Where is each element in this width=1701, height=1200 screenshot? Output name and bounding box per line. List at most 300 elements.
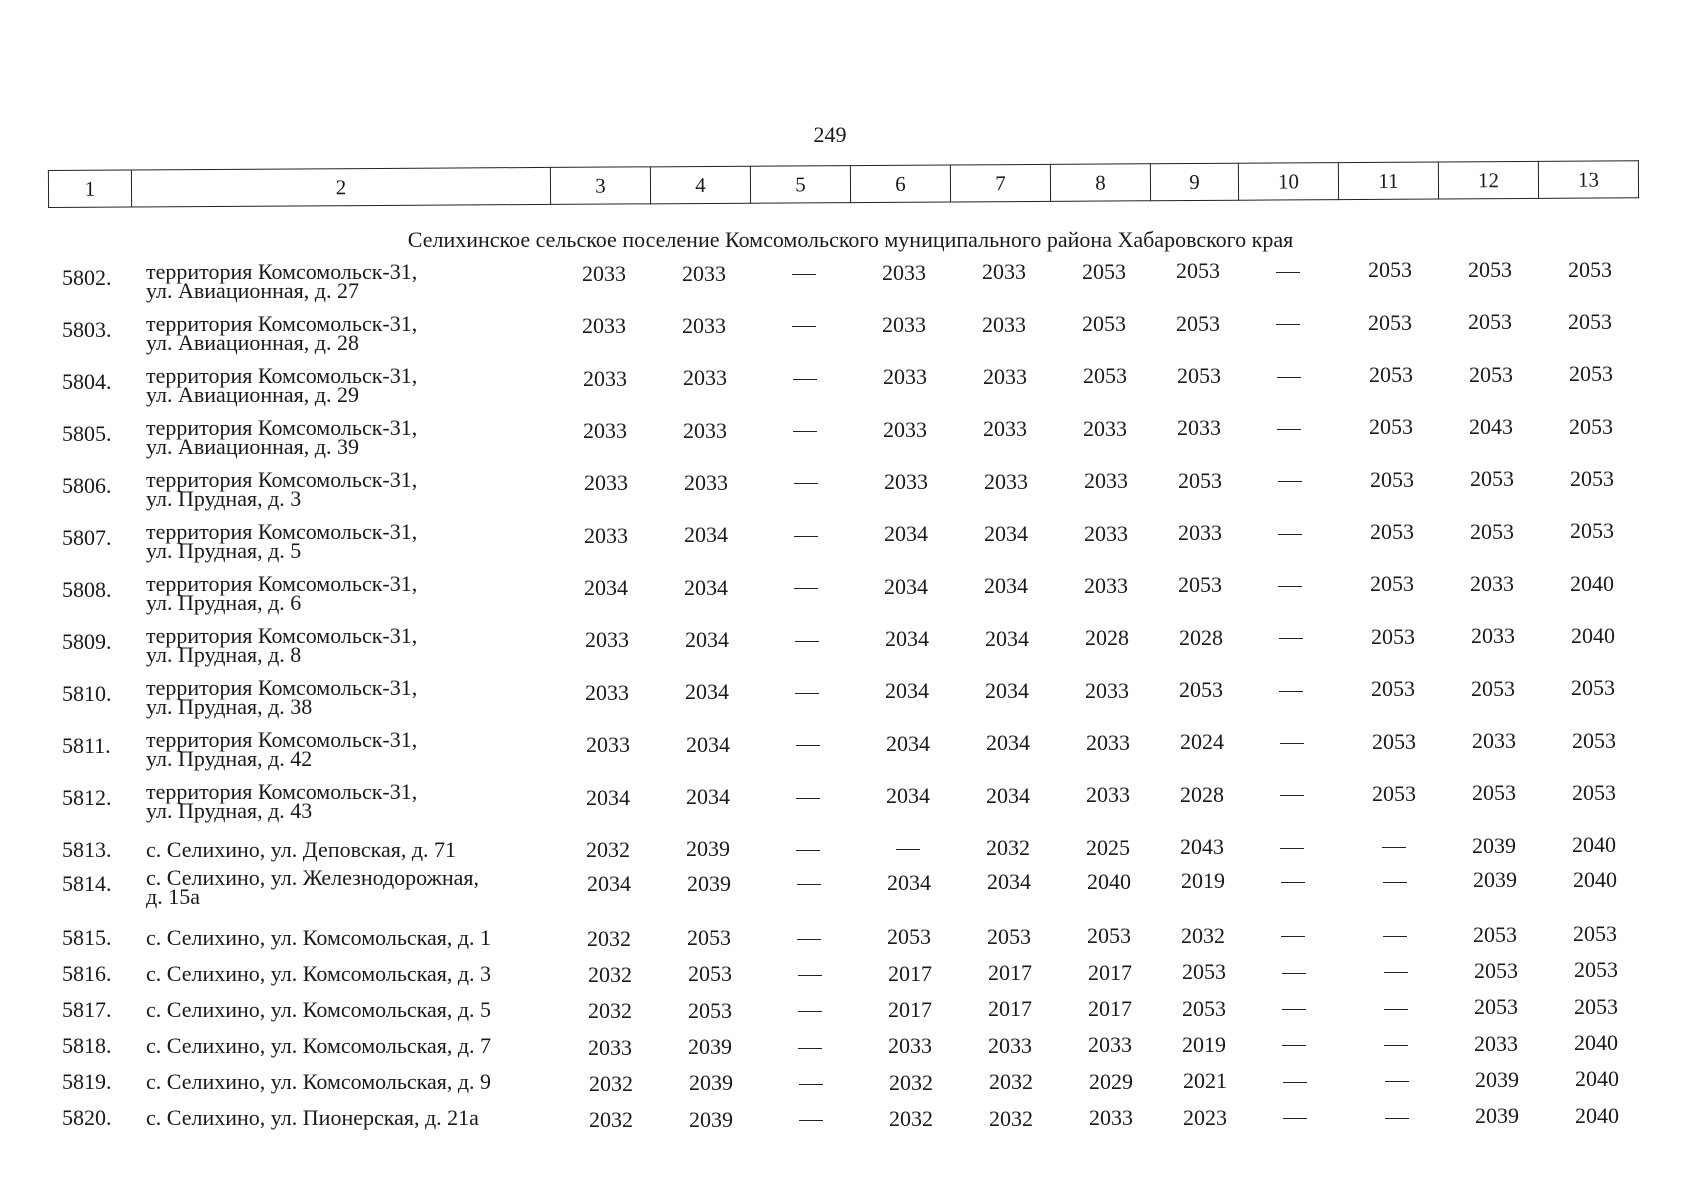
cell-col-13: 2053 xyxy=(1570,518,1614,543)
cell-col-13: 2040 xyxy=(1575,1103,1619,1128)
cell-col-7: 2032 xyxy=(989,1069,1033,1094)
cell-col-8: 2029 xyxy=(1089,1069,1133,1094)
cell-col-8: 2025 xyxy=(1086,835,1130,860)
dash-mark xyxy=(799,1084,823,1085)
cell-col-13: 2053 xyxy=(1568,257,1612,282)
cell-col-7: 2034 xyxy=(987,869,1031,894)
section-title: Селихинское сельское поселение Комсомольского муниципального района Хабаровского края xyxy=(407,227,1294,252)
cell-col-9: 2053 xyxy=(1177,363,1221,388)
cell-col-11 xyxy=(1349,836,1439,856)
header-cell-1: 1 xyxy=(48,170,131,208)
cell-col-5 xyxy=(760,420,850,440)
address-line: ул. Прудная, д. 8 xyxy=(146,642,302,667)
dash-mark xyxy=(1384,1009,1408,1010)
address xyxy=(146,311,418,355)
address xyxy=(146,925,492,950)
address-line: территория Комсомольск-31, xyxy=(146,779,418,804)
cell-col-7: 2017 xyxy=(988,960,1032,985)
cell-col-11: 2053 xyxy=(1369,362,1413,387)
cell-col-5 xyxy=(762,682,852,702)
cell-col-7: 2033 xyxy=(982,312,1026,337)
cell-col-8: 2028 xyxy=(1085,625,1129,650)
cell-col-3: 2034 xyxy=(584,575,628,600)
cell-col-10 xyxy=(1249,998,1339,1018)
cell-col-11 xyxy=(1352,1070,1442,1090)
cell-col-5 xyxy=(763,787,853,807)
row-number: 5803. xyxy=(62,317,112,342)
cell-col-11 xyxy=(1351,1034,1441,1054)
cell-col-9: 2028 xyxy=(1179,625,1223,650)
cell-col-11: 2053 xyxy=(1370,519,1414,544)
cell-col-4: 2033 xyxy=(683,418,727,443)
cell-col-9: 2053 xyxy=(1179,677,1223,702)
cell-col-4: 2034 xyxy=(684,575,728,600)
address-line: с. Селихино, ул. Железнодорожная, xyxy=(146,865,479,890)
address xyxy=(146,997,492,1022)
cell-col-7: 2034 xyxy=(986,783,1030,808)
row-number: 5812. xyxy=(62,785,112,810)
cell-col-7: 2033 xyxy=(983,416,1027,441)
cell-col-9: 2043 xyxy=(1180,834,1224,859)
address-line: ул. Авиационная, д. 29 xyxy=(146,382,359,407)
cell-col-9: 2033 xyxy=(1178,520,1222,545)
cell-col-4: 2053 xyxy=(688,961,732,986)
cell-col-6: 2032 xyxy=(889,1106,933,1131)
address-line: с. Селихино, ул. Комсомольская, д. 9 xyxy=(146,1069,492,1094)
cell-col-3: 2033 xyxy=(588,1035,632,1060)
cell-col-10 xyxy=(1250,1107,1340,1127)
cell-col-13: 2053 xyxy=(1569,414,1613,439)
cell-col-13: 2053 xyxy=(1571,675,1615,700)
cell-col-3: 2032 xyxy=(586,837,630,862)
cell-col-10 xyxy=(1249,962,1339,982)
cell-col-8: 2053 xyxy=(1083,363,1127,388)
cell-col-13: 2053 xyxy=(1572,780,1616,805)
cell-col-7: 2033 xyxy=(982,259,1026,284)
cell-col-3: 2033 xyxy=(585,680,629,705)
dash-mark xyxy=(795,641,819,642)
cell-col-8: 2053 xyxy=(1082,259,1126,284)
cell-col-13: 2040 xyxy=(1571,623,1615,648)
cell-col-4: 2034 xyxy=(686,784,730,809)
dash-mark xyxy=(1383,936,1407,937)
address-line: ул. Прудная, д. 5 xyxy=(146,538,302,563)
cell-col-3: 2033 xyxy=(583,366,627,391)
address-line: ул. Прудная, д. 42 xyxy=(146,746,313,771)
address-line: ул. Авиационная, д. 27 xyxy=(146,278,359,303)
row-number: 5817. xyxy=(62,997,112,1022)
cell-col-13: 2053 xyxy=(1568,309,1612,334)
address xyxy=(146,519,418,563)
cell-col-12: 2053 xyxy=(1470,519,1514,544)
dash-mark xyxy=(792,274,816,275)
cell-col-5 xyxy=(764,928,854,948)
cell-col-9: 2053 xyxy=(1178,572,1222,597)
cell-col-5 xyxy=(761,525,851,545)
address-line: с. Селихино, ул. Комсомольская, д. 3 xyxy=(146,961,492,986)
cell-col-9: 2053 xyxy=(1182,996,1226,1021)
dash-mark xyxy=(1382,847,1406,848)
cell-col-10 xyxy=(1249,1034,1339,1054)
cell-col-9: 2021 xyxy=(1183,1068,1227,1093)
header-cell-5: 5 xyxy=(750,166,850,204)
cell-col-6: 2053 xyxy=(887,924,931,949)
cell-col-12: 2053 xyxy=(1473,922,1517,947)
dash-mark xyxy=(795,693,819,694)
address xyxy=(146,467,418,511)
cell-col-3: 2033 xyxy=(582,313,626,338)
cell-col-5 xyxy=(766,1073,856,1093)
cell-col-10 xyxy=(1248,871,1338,891)
cell-col-12: 2053 xyxy=(1470,466,1514,491)
cell-col-8: 2033 xyxy=(1086,730,1130,755)
cell-col-13: 2040 xyxy=(1570,571,1614,596)
cell-col-5 xyxy=(765,964,855,984)
cell-col-13: 2053 xyxy=(1574,957,1618,982)
cell-col-8: 2033 xyxy=(1083,416,1127,441)
cell-col-9: 2019 xyxy=(1181,868,1225,893)
cell-col-4: 2033 xyxy=(683,365,727,390)
cell-col-3: 2033 xyxy=(585,627,629,652)
cell-col-6: 2034 xyxy=(885,626,929,651)
address-line: ул. Авиационная, д. 39 xyxy=(146,434,359,459)
address xyxy=(146,363,418,407)
cell-col-8: 2033 xyxy=(1089,1105,1133,1130)
cell-col-11: 2053 xyxy=(1371,676,1415,701)
cell-col-12: 2033 xyxy=(1474,1031,1518,1056)
header-cell-8: 8 xyxy=(1050,164,1150,202)
cell-col-7: 2032 xyxy=(989,1106,1033,1131)
cell-col-3: 2033 xyxy=(584,470,628,495)
dash-mark xyxy=(797,884,821,885)
dash-mark xyxy=(1283,1118,1307,1119)
cell-col-6: 2033 xyxy=(888,1033,932,1058)
dash-mark xyxy=(1283,1082,1307,1083)
cell-col-13: 2053 xyxy=(1570,466,1614,491)
cell-col-4: 2033 xyxy=(684,470,728,495)
cell-col-6: 2034 xyxy=(884,521,928,546)
cell-col-8: 2053 xyxy=(1082,311,1126,336)
cell-col-3: 2033 xyxy=(582,261,626,286)
address-line: с. Селихино, ул. Пионерская, д. 21а xyxy=(146,1105,479,1130)
address xyxy=(146,623,418,667)
dash-mark xyxy=(794,536,818,537)
cell-col-6: 2034 xyxy=(885,678,929,703)
cell-col-8: 2033 xyxy=(1084,468,1128,493)
dash-mark xyxy=(798,1048,822,1049)
cell-col-12: 2039 xyxy=(1475,1067,1519,1092)
cell-col-9: 2053 xyxy=(1176,258,1220,283)
cell-col-6: 2034 xyxy=(887,870,931,895)
cell-col-13: 2040 xyxy=(1575,1066,1619,1091)
cell-col-7: 2033 xyxy=(984,469,1028,494)
cell-col-6: 2033 xyxy=(884,469,928,494)
cell-col-4: 2034 xyxy=(685,627,729,652)
row-number: 5818. xyxy=(62,1033,112,1058)
cell-col-6: 2017 xyxy=(888,961,932,986)
cell-col-12: 2039 xyxy=(1473,867,1517,892)
cell-col-7: 2053 xyxy=(987,924,1031,949)
cell-col-8: 2033 xyxy=(1088,1032,1132,1057)
cell-col-9: 2028 xyxy=(1180,782,1224,807)
address-line: территория Комсомольск-31, xyxy=(146,675,418,700)
dash-mark xyxy=(1278,481,1302,482)
cell-col-5 xyxy=(762,630,852,650)
address-line: территория Комсомольск-31, xyxy=(146,519,418,544)
row-number: 5814. xyxy=(62,871,112,896)
cell-col-5 xyxy=(766,1109,856,1129)
header-cell-2: 2 xyxy=(131,167,550,207)
cell-col-12: 2053 xyxy=(1472,780,1516,805)
header-cell-11: 11 xyxy=(1338,162,1438,200)
cell-col-10 xyxy=(1243,313,1333,333)
cell-col-10 xyxy=(1246,680,1336,700)
cell-col-6 xyxy=(863,838,953,858)
cell-col-5 xyxy=(761,577,851,597)
cell-col-11: 2053 xyxy=(1370,571,1414,596)
cell-col-4: 2039 xyxy=(689,1107,733,1132)
cell-col-12: 2053 xyxy=(1468,309,1512,334)
row-number: 5820. xyxy=(62,1105,112,1130)
cell-col-11 xyxy=(1351,961,1441,981)
cell-col-10 xyxy=(1244,418,1334,438)
cell-col-4: 2039 xyxy=(689,1070,733,1095)
row-number: 5810. xyxy=(62,681,112,706)
cell-col-10 xyxy=(1245,523,1335,543)
dash-mark xyxy=(1385,1081,1409,1082)
cell-col-10 xyxy=(1245,575,1335,595)
address-line: территория Комсомольск-31, xyxy=(146,311,418,336)
cell-col-8: 2040 xyxy=(1087,869,1131,894)
address xyxy=(146,675,418,719)
cell-col-3: 2032 xyxy=(588,962,632,987)
address-line: ул. Прудная, д. 6 xyxy=(146,590,302,615)
cell-col-10 xyxy=(1250,1071,1340,1091)
cell-col-4: 2034 xyxy=(686,732,730,757)
cell-col-4: 2053 xyxy=(687,925,731,950)
header-cell-13: 13 xyxy=(1538,161,1638,199)
cell-col-6: 2033 xyxy=(883,417,927,442)
cell-col-8: 2033 xyxy=(1084,573,1128,598)
cell-col-5 xyxy=(765,1000,855,1020)
cell-col-8: 2033 xyxy=(1085,678,1129,703)
cell-col-13: 2053 xyxy=(1572,728,1616,753)
column-number-header xyxy=(48,160,1639,208)
cell-col-4: 2034 xyxy=(685,679,729,704)
row-number: 5808. xyxy=(62,577,112,602)
cell-col-12: 2053 xyxy=(1469,362,1513,387)
dash-mark xyxy=(797,939,821,940)
cell-col-3: 2032 xyxy=(588,998,632,1023)
dash-mark xyxy=(1276,324,1300,325)
cell-col-12: 2039 xyxy=(1475,1103,1519,1128)
cell-col-7: 2034 xyxy=(985,626,1029,651)
row-number: 5804. xyxy=(62,369,112,394)
header-cell-7: 7 xyxy=(950,164,1050,202)
dash-mark xyxy=(793,431,817,432)
cell-col-5 xyxy=(759,315,849,335)
row-number: 5807. xyxy=(62,525,112,550)
address xyxy=(146,1105,479,1130)
cell-col-8: 2033 xyxy=(1084,521,1128,546)
cell-col-12: 2033 xyxy=(1470,571,1514,596)
row-number: 5816. xyxy=(62,961,112,986)
cell-col-3: 2033 xyxy=(584,523,628,548)
cell-col-7: 2034 xyxy=(985,678,1029,703)
dash-mark xyxy=(1383,882,1407,883)
cell-col-7: 2033 xyxy=(988,1033,1032,1058)
cell-col-5 xyxy=(765,1037,855,1057)
cell-col-9: 2053 xyxy=(1182,959,1226,984)
dash-mark xyxy=(793,379,817,380)
cell-col-11: 2053 xyxy=(1372,729,1416,754)
dash-mark xyxy=(1282,1045,1306,1046)
dash-mark xyxy=(1384,972,1408,973)
cell-col-11 xyxy=(1351,998,1441,1018)
cell-col-4: 2039 xyxy=(688,1034,732,1059)
dash-mark xyxy=(1277,377,1301,378)
cell-col-12: 2033 xyxy=(1471,623,1515,648)
header-cell-6: 6 xyxy=(850,165,950,203)
cell-col-10 xyxy=(1247,732,1337,752)
address xyxy=(146,415,418,459)
row-number: 5806. xyxy=(62,473,112,498)
cell-col-8: 2017 xyxy=(1088,996,1132,1021)
dash-mark xyxy=(796,850,820,851)
cell-col-10 xyxy=(1247,837,1337,857)
address xyxy=(146,961,492,986)
dash-mark xyxy=(1277,429,1301,430)
row-number: 5813. xyxy=(62,837,112,862)
cell-col-5 xyxy=(764,873,854,893)
cell-col-12: 2053 xyxy=(1474,994,1518,1019)
cell-col-11: 2053 xyxy=(1370,467,1414,492)
address xyxy=(146,865,479,909)
cell-col-9: 2033 xyxy=(1177,415,1221,440)
cell-col-10 xyxy=(1247,784,1337,804)
cell-col-12: 2053 xyxy=(1471,676,1515,701)
cell-col-5 xyxy=(759,263,849,283)
dash-mark xyxy=(1279,691,1303,692)
cell-col-11: 2053 xyxy=(1371,624,1415,649)
row-number: 5809. xyxy=(62,629,112,654)
dash-mark xyxy=(798,1011,822,1012)
cell-col-9: 2053 xyxy=(1178,468,1222,493)
dash-mark xyxy=(896,849,920,850)
dash-mark xyxy=(1385,1118,1409,1119)
cell-col-3: 2032 xyxy=(589,1071,633,1096)
cell-col-7: 2034 xyxy=(984,573,1028,598)
address xyxy=(146,259,418,303)
cell-col-10 xyxy=(1244,366,1334,386)
dash-mark xyxy=(1280,795,1304,796)
cell-col-9: 2053 xyxy=(1176,311,1220,336)
address-line: территория Комсомольск-31, xyxy=(146,259,418,284)
cell-col-4: 2039 xyxy=(686,836,730,861)
cell-col-3: 2033 xyxy=(583,418,627,443)
address-line: ул. Прудная, д. 38 xyxy=(146,694,313,719)
address-line: территория Комсомольск-31, xyxy=(146,467,418,492)
cell-col-3: 2034 xyxy=(587,871,631,896)
cell-col-11 xyxy=(1350,871,1440,891)
cell-col-9: 2024 xyxy=(1180,729,1224,754)
cell-col-13: 2040 xyxy=(1574,1030,1618,1055)
cell-col-3: 2034 xyxy=(586,785,630,810)
cell-col-6: 2034 xyxy=(886,783,930,808)
dash-mark xyxy=(796,745,820,746)
address-line: ул. Прудная, д. 3 xyxy=(146,486,302,511)
dash-mark xyxy=(1282,1009,1306,1010)
cell-col-5 xyxy=(761,472,851,492)
row-number: 5802. xyxy=(62,265,112,290)
header-cell-9: 9 xyxy=(1150,163,1238,201)
cell-col-9: 2019 xyxy=(1182,1032,1226,1057)
cell-col-3: 2032 xyxy=(587,926,631,951)
row-number: 5805. xyxy=(62,421,112,446)
header-cell-4: 4 xyxy=(650,166,750,204)
cell-col-6: 2017 xyxy=(888,997,932,1022)
cell-col-11: 2053 xyxy=(1372,781,1416,806)
cell-col-7: 2034 xyxy=(986,730,1030,755)
address-line: с. Селихино, ул. Комсомольская, д. 7 xyxy=(146,1033,492,1058)
address xyxy=(146,837,457,862)
cell-col-12: 2033 xyxy=(1472,728,1516,753)
dash-mark xyxy=(1384,1045,1408,1046)
dash-mark xyxy=(1280,743,1304,744)
header-cell-3: 3 xyxy=(550,167,650,205)
address-line: ул. Авиационная, д. 28 xyxy=(146,330,359,355)
cell-col-4: 2053 xyxy=(688,998,732,1023)
header-row xyxy=(48,161,1638,208)
address-line: с. Селихино, ул. Деповская, д. 71 xyxy=(146,837,457,862)
dash-mark xyxy=(1276,272,1300,273)
cell-col-5 xyxy=(763,839,853,859)
dash-mark xyxy=(798,975,822,976)
cell-col-11 xyxy=(1352,1107,1442,1127)
cell-col-8: 2033 xyxy=(1086,782,1130,807)
dash-mark xyxy=(1280,848,1304,849)
address xyxy=(146,779,418,823)
cell-col-12: 2053 xyxy=(1474,958,1518,983)
dash-mark xyxy=(1281,936,1305,937)
address-line: ул. Прудная, д. 43 xyxy=(146,798,313,823)
cell-col-4: 2034 xyxy=(684,522,728,547)
address xyxy=(146,1069,492,1094)
address xyxy=(146,571,418,615)
cell-col-9: 2023 xyxy=(1183,1105,1227,1130)
dash-mark xyxy=(792,326,816,327)
address-line: территория Комсомольск-31, xyxy=(146,571,418,596)
cell-col-10 xyxy=(1246,627,1336,647)
dash-mark xyxy=(1278,586,1302,587)
address-line: территория Комсомольск-31, xyxy=(146,415,418,440)
cell-col-12: 2053 xyxy=(1468,257,1512,282)
cell-col-13: 2040 xyxy=(1572,832,1616,857)
cell-col-4: 2033 xyxy=(682,313,726,338)
dash-mark xyxy=(794,588,818,589)
cell-col-11: 2053 xyxy=(1369,414,1413,439)
dash-mark xyxy=(1278,534,1302,535)
cell-col-4: 2039 xyxy=(687,871,731,896)
address xyxy=(146,1033,492,1058)
address-line: с. Селихино, ул. Комсомольская, д. 5 xyxy=(146,997,492,1022)
address-line: территория Комсомольск-31, xyxy=(146,363,418,388)
cell-col-13: 2053 xyxy=(1574,994,1618,1019)
cell-col-6: 2033 xyxy=(882,260,926,285)
row-number: 5819. xyxy=(62,1069,112,1094)
dash-mark xyxy=(799,1120,823,1121)
dash-mark xyxy=(796,798,820,799)
